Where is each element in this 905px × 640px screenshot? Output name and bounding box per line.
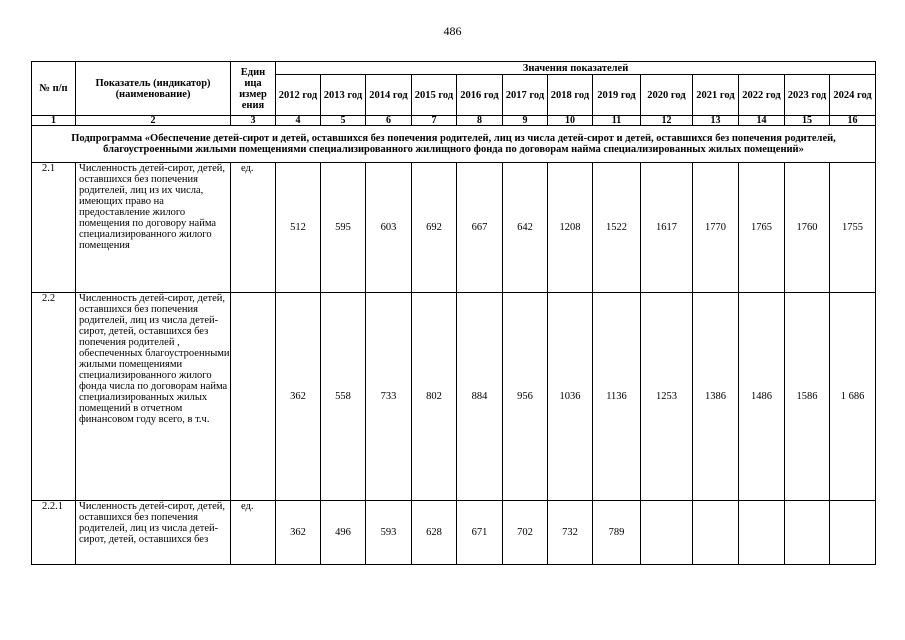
value-cell: 733 [366,293,412,501]
header-year: 2021 год [693,75,739,116]
value-cell: 1522 [593,163,641,293]
value-cell: 702 [503,501,548,565]
value-cell [785,501,830,565]
row-name-text: Численность детей-сирот, детей, оставшихся без попечения родителей, лиц из числа детей-сирот, детей, оставшихся без [79,501,225,545]
column-number: 13 [693,116,739,126]
value-cell: 667 [457,163,503,293]
section-title: Подпрограмма «Обеспечение детей-сирот и детей, оставшихся без попечения родителей, лиц из числа детей-сирот и детей, оставшихся без попечения родителей, благоустроенными жилыми помещениями специализированного жилищного фонда по договорам найма специализированных жилых помещений» [32,126,876,163]
value-cell: 1586 [785,293,830,501]
column-number: 4 [276,116,321,126]
row-name: Численность детей-сирот, детей, оставшихся без попечения родителей, лиц из их числа, имеющих право на предоставление жилого помещения по договору найма специализированного жилого помещения [76,163,231,293]
row-name: Численность детей-сирот, детей, оставшихся без попечения родителей, лиц из числа детей-сирот, детей, оставшихся без попечения родителей , обеспеченных благоустроенными жилыми помещениями специализированного жилого фонда числа по договорам найма специализированных жилых помещений в отчетном финансовом году всего, в т.ч. [76,293,231,501]
row-unit: ед. [231,501,276,565]
value-cell [693,501,739,565]
value-cell: 1486 [739,293,785,501]
value-cell: 1755 [830,163,876,293]
value-cell: 1 686 [830,293,876,501]
value-cell [739,501,785,565]
header-year: 2013 год [321,75,366,116]
value-cell: 593 [366,501,412,565]
row-unit: ед. [231,163,276,293]
value-cell: 642 [503,163,548,293]
value-cell [641,501,693,565]
column-number: 16 [830,116,876,126]
value-cell: 1617 [641,163,693,293]
table-row [32,163,876,293]
value-cell: 1208 [548,163,593,293]
header-year: 2023 год [785,75,830,116]
value-cell: 802 [412,293,457,501]
column-number: 6 [366,116,412,126]
value-cell: 1036 [548,293,593,501]
column-number-row [32,116,876,126]
value-cell: 671 [457,501,503,565]
column-number: 3 [231,116,276,126]
header-indicator: Показатель (индикатор) (наименование) [76,62,231,116]
value-cell [830,501,876,565]
value-cell: 558 [321,293,366,501]
value-cell: 1253 [641,293,693,501]
header-no: № п/п [32,62,76,116]
row-code: 2.2 [32,293,76,501]
header-year: 2014 год [366,75,412,116]
table-row [32,501,876,565]
header-year: 2016 год [457,75,503,116]
row-code: 2.2.1 [32,501,76,565]
value-cell: 362 [276,501,321,565]
row-unit [231,293,276,501]
value-cell: 362 [276,293,321,501]
column-number: 12 [641,116,693,126]
value-cell: 956 [503,293,548,501]
value-cell: 1760 [785,163,830,293]
indicators-table [31,61,876,565]
header-year: 2024 год [830,75,876,116]
header-year: 2015 год [412,75,457,116]
header-year: 2019 год [593,75,641,116]
column-number: 11 [593,116,641,126]
value-cell: 884 [457,293,503,501]
value-cell: 1765 [739,163,785,293]
value-cell: 512 [276,163,321,293]
column-number: 15 [785,116,830,126]
value-cell: 1386 [693,293,739,501]
value-cell: 692 [412,163,457,293]
column-number: 9 [503,116,548,126]
column-number: 14 [739,116,785,126]
header-year: 2022 год [739,75,785,116]
header-values-group: Значения показателей [276,62,876,75]
header-year: 2017 год [503,75,548,116]
value-cell: 603 [366,163,412,293]
row-name [76,501,231,565]
value-cell: 1770 [693,163,739,293]
column-number: 8 [457,116,503,126]
row-code: 2.1 [32,163,76,293]
page-number: 486 [443,24,462,38]
value-cell: 789 [593,501,641,565]
column-number: 5 [321,116,366,126]
value-cell: 496 [321,501,366,565]
column-number: 7 [412,116,457,126]
table-row [32,293,876,501]
column-number: 2 [76,116,231,126]
value-cell: 628 [412,501,457,565]
section-row [32,126,876,163]
value-cell: 595 [321,163,366,293]
value-cell: 1136 [593,293,641,501]
header-year: 2020 год [641,75,693,116]
column-number: 1 [32,116,76,126]
header-unit: Един ица измер ения [231,62,276,116]
value-cell: 732 [548,501,593,565]
header-year: 2018 год [548,75,593,116]
column-number: 10 [548,116,593,126]
header-year: 2012 год [276,75,321,116]
